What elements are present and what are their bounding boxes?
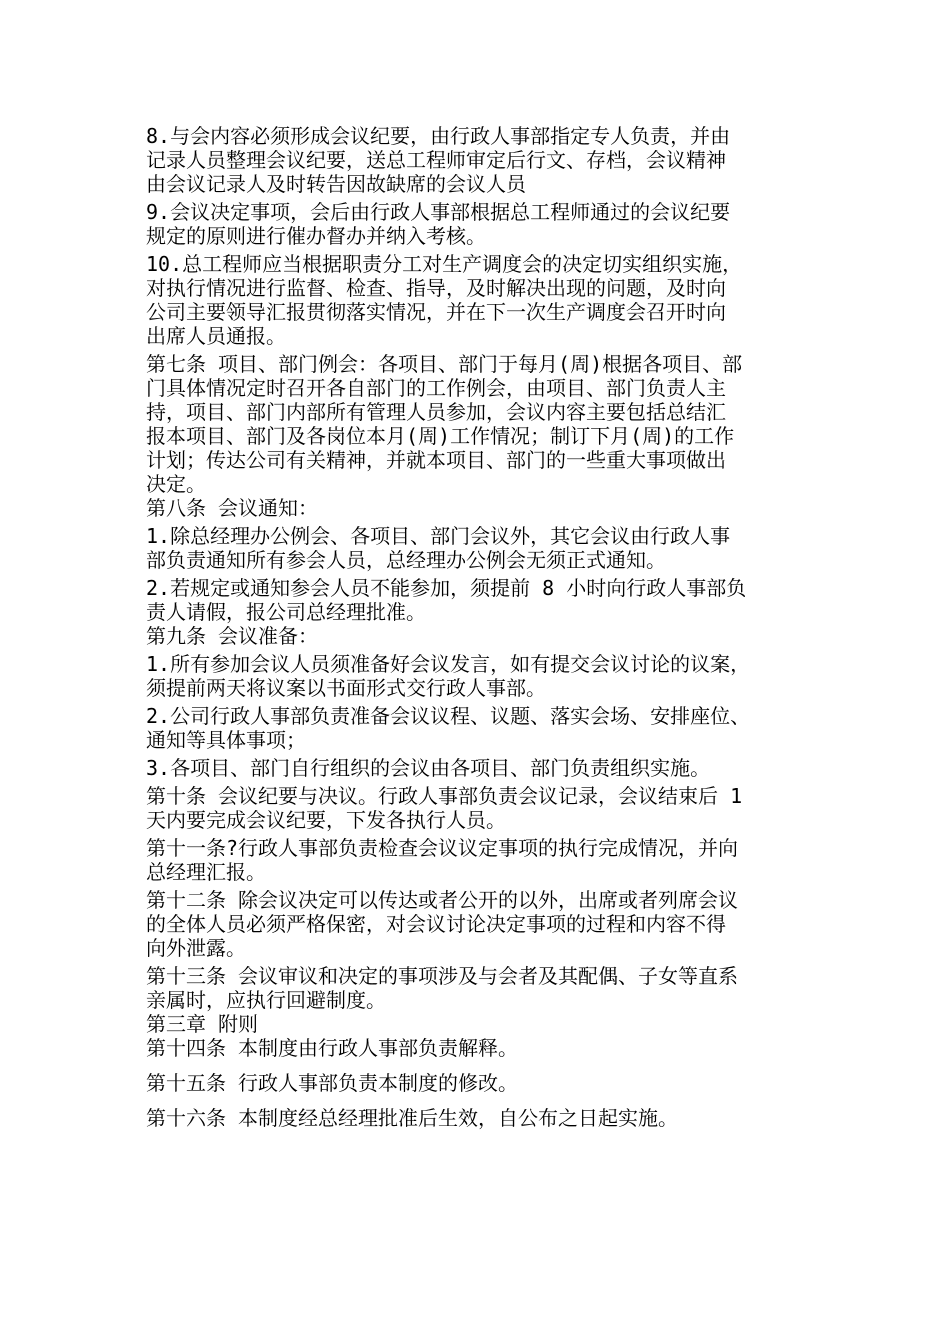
text-line: 2.公司行政人事部负责准备会议议程、议题、落实会场、安排座位、 bbox=[146, 704, 751, 728]
text-line: 第三章 附则 bbox=[146, 1012, 259, 1036]
text-line: 第十五条 行政人事部负责本制度的修改。 bbox=[146, 1071, 519, 1095]
text-line: 向外泄露。 bbox=[146, 936, 246, 960]
text-line: 规定的原则进行催办督办并纳入考核。 bbox=[146, 224, 486, 248]
text-line: 9.会议决定事项，会后由行政人事部根据总工程师通过的会议纪要 bbox=[146, 200, 731, 224]
text-line: 第十四条 本制度由行政人事部负责解释。 bbox=[146, 1036, 519, 1060]
text-line: 的全体人员必须严格保密，对会议讨论决定事项的过程和内容不得 bbox=[146, 912, 726, 936]
text-line: 2.若规定或通知参会人员不能参加，须提前 8 小时向行政人事部负 bbox=[146, 576, 747, 600]
text-line: 公司主要领导汇报贯彻落实情况，并在下一次生产调度会召开时向 bbox=[146, 300, 726, 324]
text-line: 决定。 bbox=[146, 472, 206, 496]
text-line: 计划；传达公司有关精神，并就本项目、部门的一些重大事项做出 bbox=[146, 448, 726, 472]
text-line: 1.除总经理办公例会、各项目、部门会议外，其它会议由行政人事 bbox=[146, 524, 731, 548]
text-line: 持，项目、部门内部所有管理人员参加，会议内容主要包括总结汇 bbox=[146, 400, 726, 424]
text-line: 第十一条?行政人事部负责检查会议议定事项的执行完成情况，并向 bbox=[146, 836, 739, 860]
text-line: 门具体情况定时召开各自部门的工作例会，由项目、部门负责人主 bbox=[146, 376, 726, 400]
text-line: 责人请假，报公司总经理批准。 bbox=[146, 600, 426, 624]
text-line: 第十条 会议纪要与决议。行政人事部负责会议记录，会议结束后 1 bbox=[146, 784, 743, 808]
text-line: 第十六条 本制度经总经理批准后生效，自公布之日起实施。 bbox=[146, 1106, 679, 1130]
text-line: 1.所有参加会议人员须准备好会议发言，如有提交会议讨论的议案， bbox=[146, 652, 751, 676]
text-line: 10.总工程师应当根据职责分工对生产调度会的决定切实组织实施， bbox=[146, 252, 743, 276]
text-line: 出席人员通报。 bbox=[146, 324, 286, 348]
text-line: 报本项目、部门及各岗位本月(周)工作情况；制订下月(周)的工作 bbox=[146, 424, 735, 448]
text-line: 部负责通知所有参会人员，总经理办公例会无须正式通知。 bbox=[146, 548, 666, 572]
text-line: 总经理汇报。 bbox=[146, 860, 266, 884]
text-line: 3.各项目、部门自行组织的会议由各项目、部门负责组织实施。 bbox=[146, 756, 711, 780]
text-line: 第十二条 除会议决定可以传达或者公开的以外，出席或者列席会议 bbox=[146, 888, 739, 912]
text-line: 通知等具体事项； bbox=[146, 728, 306, 752]
text-line: 8.与会内容必须形成会议纪要，由行政人事部指定专人负责，并由 bbox=[146, 124, 731, 148]
text-line: 第九条 会议准备： bbox=[146, 624, 319, 648]
text-line: 由会议记录人及时转告因故缺席的会议人员 bbox=[146, 172, 526, 196]
document-body bbox=[146, 124, 826, 1130]
text-line: 记录人员整理会议纪要，送总工程师审定后行文、存档，会议精神 bbox=[146, 148, 726, 172]
text-line: 第八条 会议通知： bbox=[146, 496, 319, 520]
text-line: 天内要完成会议纪要，下发各执行人员。 bbox=[146, 808, 506, 832]
text-line: 须提前两天将议案以书面形式交行政人事部。 bbox=[146, 676, 546, 700]
text-line: 第七条 项目、部门例会：各项目、部门于每月(周)根据各项目、部 bbox=[146, 352, 743, 376]
text-line: 对执行情况进行监督、检查、指导，及时解决出现的问题，及时向 bbox=[146, 276, 726, 300]
text-line: 亲属时，应执行回避制度。 bbox=[146, 988, 386, 1012]
text-line: 第十三条 会议审议和决定的事项涉及与会者及其配偶、子女等直系 bbox=[146, 964, 739, 988]
